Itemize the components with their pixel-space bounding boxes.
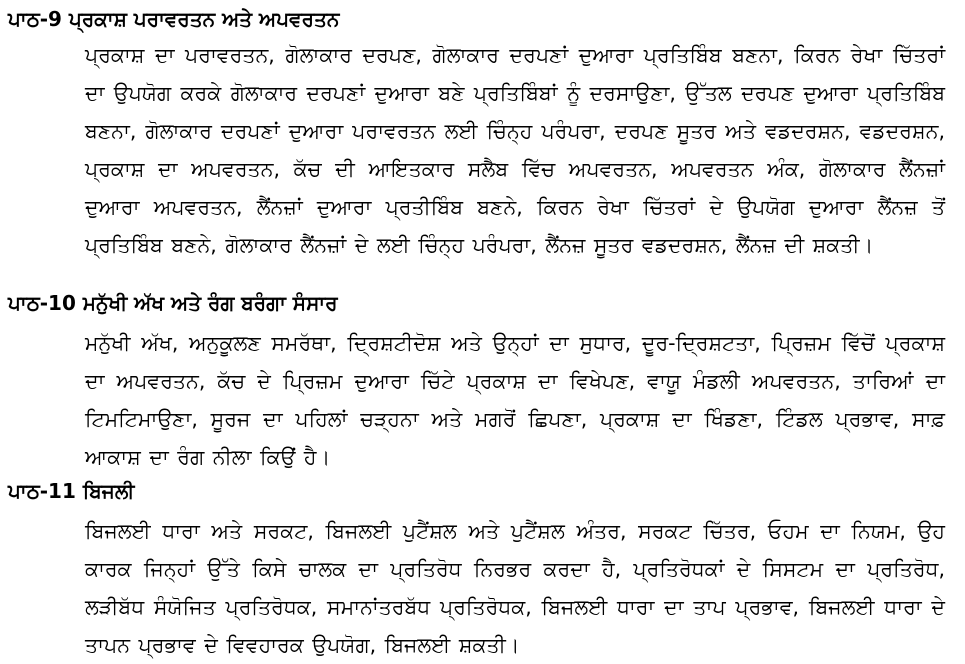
- chapter-9-heading: ਪਾਠ-9 ਪ੍ਰਕਾਸ਼ ਪਰਾਵਰਤਨ ਅਤੇ ਅਪਵਰਤਨ: [8, 7, 340, 31]
- chapter-11-heading: ਪਾਠ-11 ਬਿਜਲੀ: [8, 479, 135, 503]
- chapter-10-topics: ਮਨੁੱਖੀ ਅੱਖ, ਅਨੁਕੂਲਣ ਸਮਰੱਥਾ, ਦ੍ਰਿਸ਼ਟੀਦੋਸ਼ ਅਤੇ ਉਨ੍ਹਾਂ ਦਾ ਸੁਧਾਰ, ਦੂਰ-ਦ੍ਰਿਸ਼ਟਤਾ, ਪ੍ਰਿਜ਼ਮ ਵਿੱਚੋਂ ਪ੍ਰਕਾਸ਼ ਦਾ ਅਪਵਰਤਨ, ਕੱਚ ਦੇ ਪ੍ਰਿਜ਼ਮ ਦੁਆਰਾ ਚਿੱਟੇ ਪ੍ਰਕਾਸ਼ ਦਾ ਵਿਖੇਪਣ, ਵਾਯੂ ਮੰਡਲੀ ਅਪਵਰਤਨ, ਤਾਰਿਆਂ ਦਾ ਟਿਮਟਿਮਾਉਣਾ, ਸੂਰਜ ਦਾ ਪਹਿਲਾਂ ਚੜ੍ਹਨਾ ਅਤੇ ਮਗਰੋਂ ਛਿਪਣਾ, ਪ੍ਰਕਾਸ਼ ਦਾ ਖਿੰਡਣਾ, ਟਿੰਡਲ ਪ੍ਰਭਾਵ, ਸਾਫ਼ ਆਕਾਸ਼ ਦਾ ਰੰਗ ਨੀਲਾ ਕਿਉਂ ਹੈ।: [85, 331, 945, 469]
- chapter-11-topics: ਬਿਜਲਈ ਧਾਰਾ ਅਤੇ ਸਰਕਟ, ਬਿਜਲਈ ਪੁਟੈਂਸ਼ਲ ਅਤੇ ਪੁਟੈਂਸ਼ਲ ਅੰਤਰ, ਸਰਕਟ ਚਿੱਤਰ, ਓਹਮ ਦਾ ਨਿਯਮ, ਉਹ ਕਾਰਕ ਜਿਨ੍ਹਾਂ ਉੱਤੇ ਕਿਸੇ ਚਾਲਕ ਦਾ ਪ੍ਰਤਿਰੋਧ ਨਿਰਭਰ ਕਰਦਾ ਹੈ, ਪ੍ਰਤਿਰੋਧਕਾਂ ਦੇ ਸਿਸਟਮ ਦਾ ਪ੍ਰਤਿਰੋਧ, ਲੜੀਬੱਧ ਸੰਯੋਜਿਤ ਪ੍ਰਤਿਰੋਧਕ, ਸਮਾਨਾਂਤਰਬੱਧ ਪ੍ਰਤਿਰੋਧਕ, ਬਿਜਲਈ ਧਾਰਾ ਦਾ ਤਾਪ ਪ੍ਰਭਾਵ, ਬਿਜਲਈ ਧਾਰਾ ਦੇ ਤਾਪਨ ਪ੍ਰਭਾਵ ਦੇ ਵਿਵਹਾਰਕ ਉਪਯੋਗ, ਬਿਜਲਈ ਸ਼ਕਤੀ।: [85, 519, 945, 657]
- chapter-10-heading: ਪਾਠ-10 ਮਨੁੱਖੀ ਅੱਖ ਅਤੇ ਰੰਗ ਬਰੰਗਾ ਸੰਸਾਰ: [8, 291, 338, 315]
- chapter-9-topics: ਪ੍ਰਕਾਸ਼ ਦਾ ਪਰਾਵਰਤਨ, ਗੋਲਾਕਾਰ ਦਰਪਣ, ਗੋਲਾਕਾਰ ਦਰਪਣਾਂ ਦੁਆਰਾ ਪ੍ਰਤਿਬਿੰਬ ਬਣਨਾ, ਕਿਰਨ ਰੇਖਾ ਚਿੱਤਰਾਂ ਦਾ ਉਪਯੋਗ ਕਰਕੇ ਗੋਲਾਕਾਰ ਦਰਪਣਾਂ ਦੁਆਰਾ ਬਣੇ ਪ੍ਰਤਿਬਿੰਬਾਂ ਨੂੰ ਦਰਸਾਉਣਾ, ਉੱਤਲ ਦਰਪਣ ਦੁਆਰਾ ਪ੍ਰਤਿਬਿੰਬ ਬਣਨਾ, ਗੋਲਾਕਾਰ ਦਰਪਣਾਂ ਦੁਆਰਾ ਪਰਾਵਰਤਨ ਲਈ ਚਿੰਨ੍ਹ ਪਰੰਪਰਾ, ਦਰਪਣ ਸੂਤਰ ਅਤੇ ਵਡਦਰਸ਼ਨ, ਵਡਦਰਸ਼ਨ, ਪ੍ਰਕਾਸ਼ ਦਾ ਅਪਵਰਤਨ, ਕੱਚ ਦੀ ਆਇਤਕਾਰ ਸਲੈਬ ਵਿੱਚ ਅਪਵਰਤਨ, ਅਪਵਰਤਨ ਅੰਕ, ਗੋਲਾਕਾਰ ਲੈਂਨਜ਼ਾਂ ਦੁਆਰਾ ਅਪਵਰਤਨ, ਲੈਂਨਜ਼ਾਂ ਦੁਆਰਾ ਪ੍ਰਤੀਬਿੰਬ ਬਣਨੇ, ਕਿਰਨ ਰੇਖਾ ਚਿੱਤਰਾਂ ਦੇ ਉਪਯੋਗ ਦੁਆਰਾ ਲੈਂਨਜ਼ ਤੋਂ ਪ੍ਰਤਿਬਿੰਬ ਬਣਨੇ, ਗੋਲਾਕਾਰ ਲੈਂਨਜ਼ਾਂ ਦੇ ਲਈ ਚਿੰਨ੍ਹ ਪਰੰਪਰਾ, ਲੈਂਨਜ਼ ਸੂਤਰ ਵਡਦਰਸ਼ਨ, ਲੈਂਨਜ਼ ਦੀ ਸ਼ਕਤੀ।: [85, 43, 945, 257]
